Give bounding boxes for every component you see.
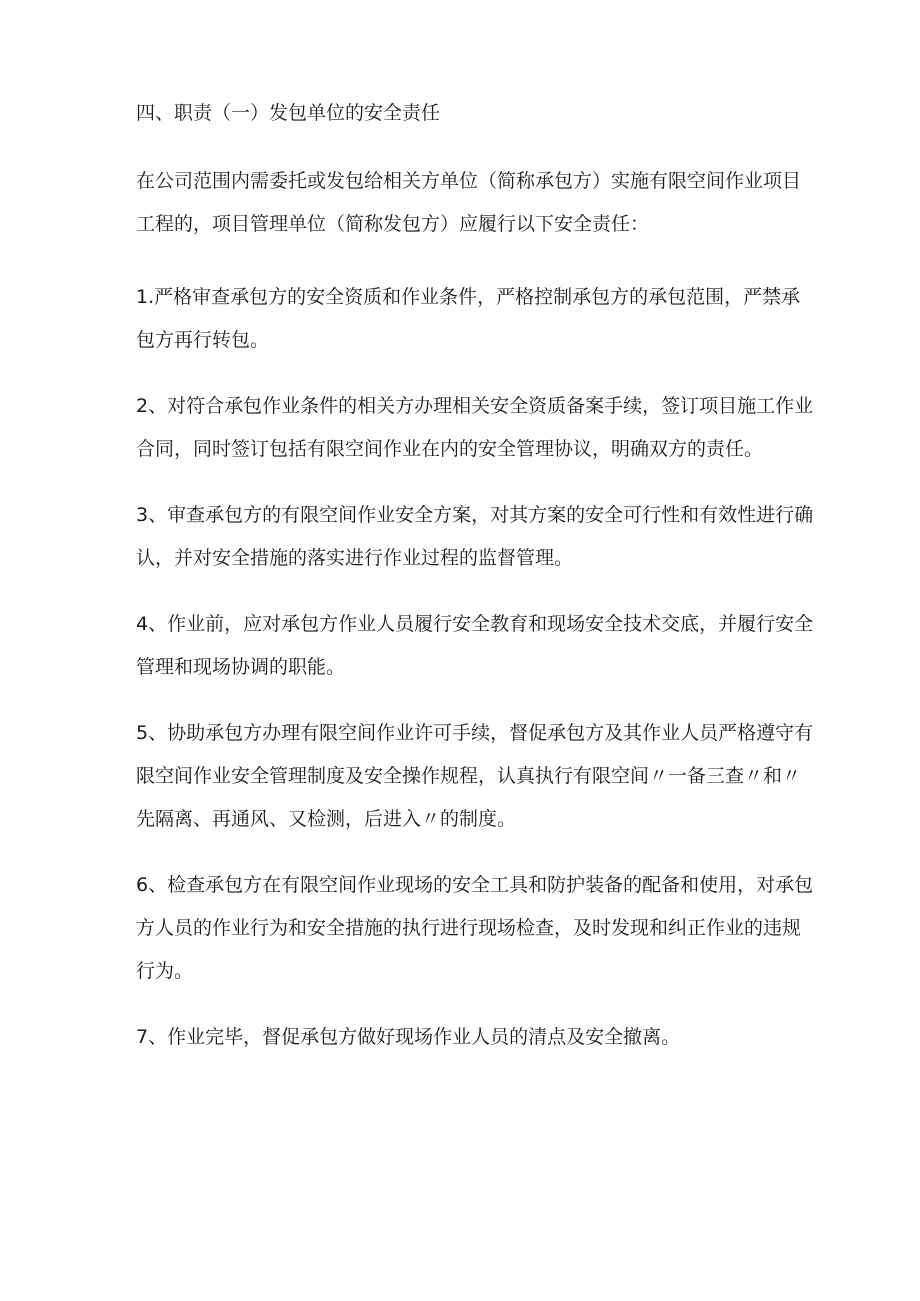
list-item-2: 2、对符合承包作业条件的相关方办理相关安全资质备案手续，签订项目施工作业合同，同时签订包括有限空间作业在内的安全管理协议，明确双方的责任。 bbox=[136, 395, 814, 460]
section-heading: 四、职责（一）发包单位的安全责任 bbox=[136, 102, 441, 124]
list-item-5: 5、协助承包方办理有限空间作业许可手续，督促承包方及其作业人员严格遵守有限空间作业安全管理制度及安全操作规程，认真执行有限空间〃一备三查〃和〃先隔离、再通风、又检测，后进入〃的制度。 bbox=[136, 722, 814, 830]
document-body bbox=[136, 96, 816, 1082]
list-item-6: 6、检查承包方在有限空间作业现场的安全工具和防护装备的配备和使用，对承包方人员的作业行为和安全措施的执行进行现场检查，及时发现和纠正作业的违规行为。 bbox=[136, 874, 814, 982]
list-item-7: 7、作业完毕，督促承包方做好现场作业人员的清点及安全撤离。 bbox=[136, 1026, 681, 1048]
intro-paragraph: 在公司范围内需委托或发包给相关方单位（简称承包方）实施有限空间作业项目工程的，项目管理单位（简称发包方）应履行以下安全责任： bbox=[136, 170, 802, 235]
list-item-3: 3、审查承包方的有限空间作业安全方案，对其方案的安全可行性和有效性进行确认，并对安全措施的落实进行作业过程的监督管理。 bbox=[136, 504, 814, 569]
list-item-4: 4、作业前，应对承包方作业人员履行安全教育和现场安全技术交底，并履行安全管理和现场协调的职能。 bbox=[136, 613, 814, 678]
list-item-1: 1.严格审查承包方的安全资质和作业条件，严格控制承包方的承包范围，严禁承包方再行转包。 bbox=[136, 286, 801, 351]
